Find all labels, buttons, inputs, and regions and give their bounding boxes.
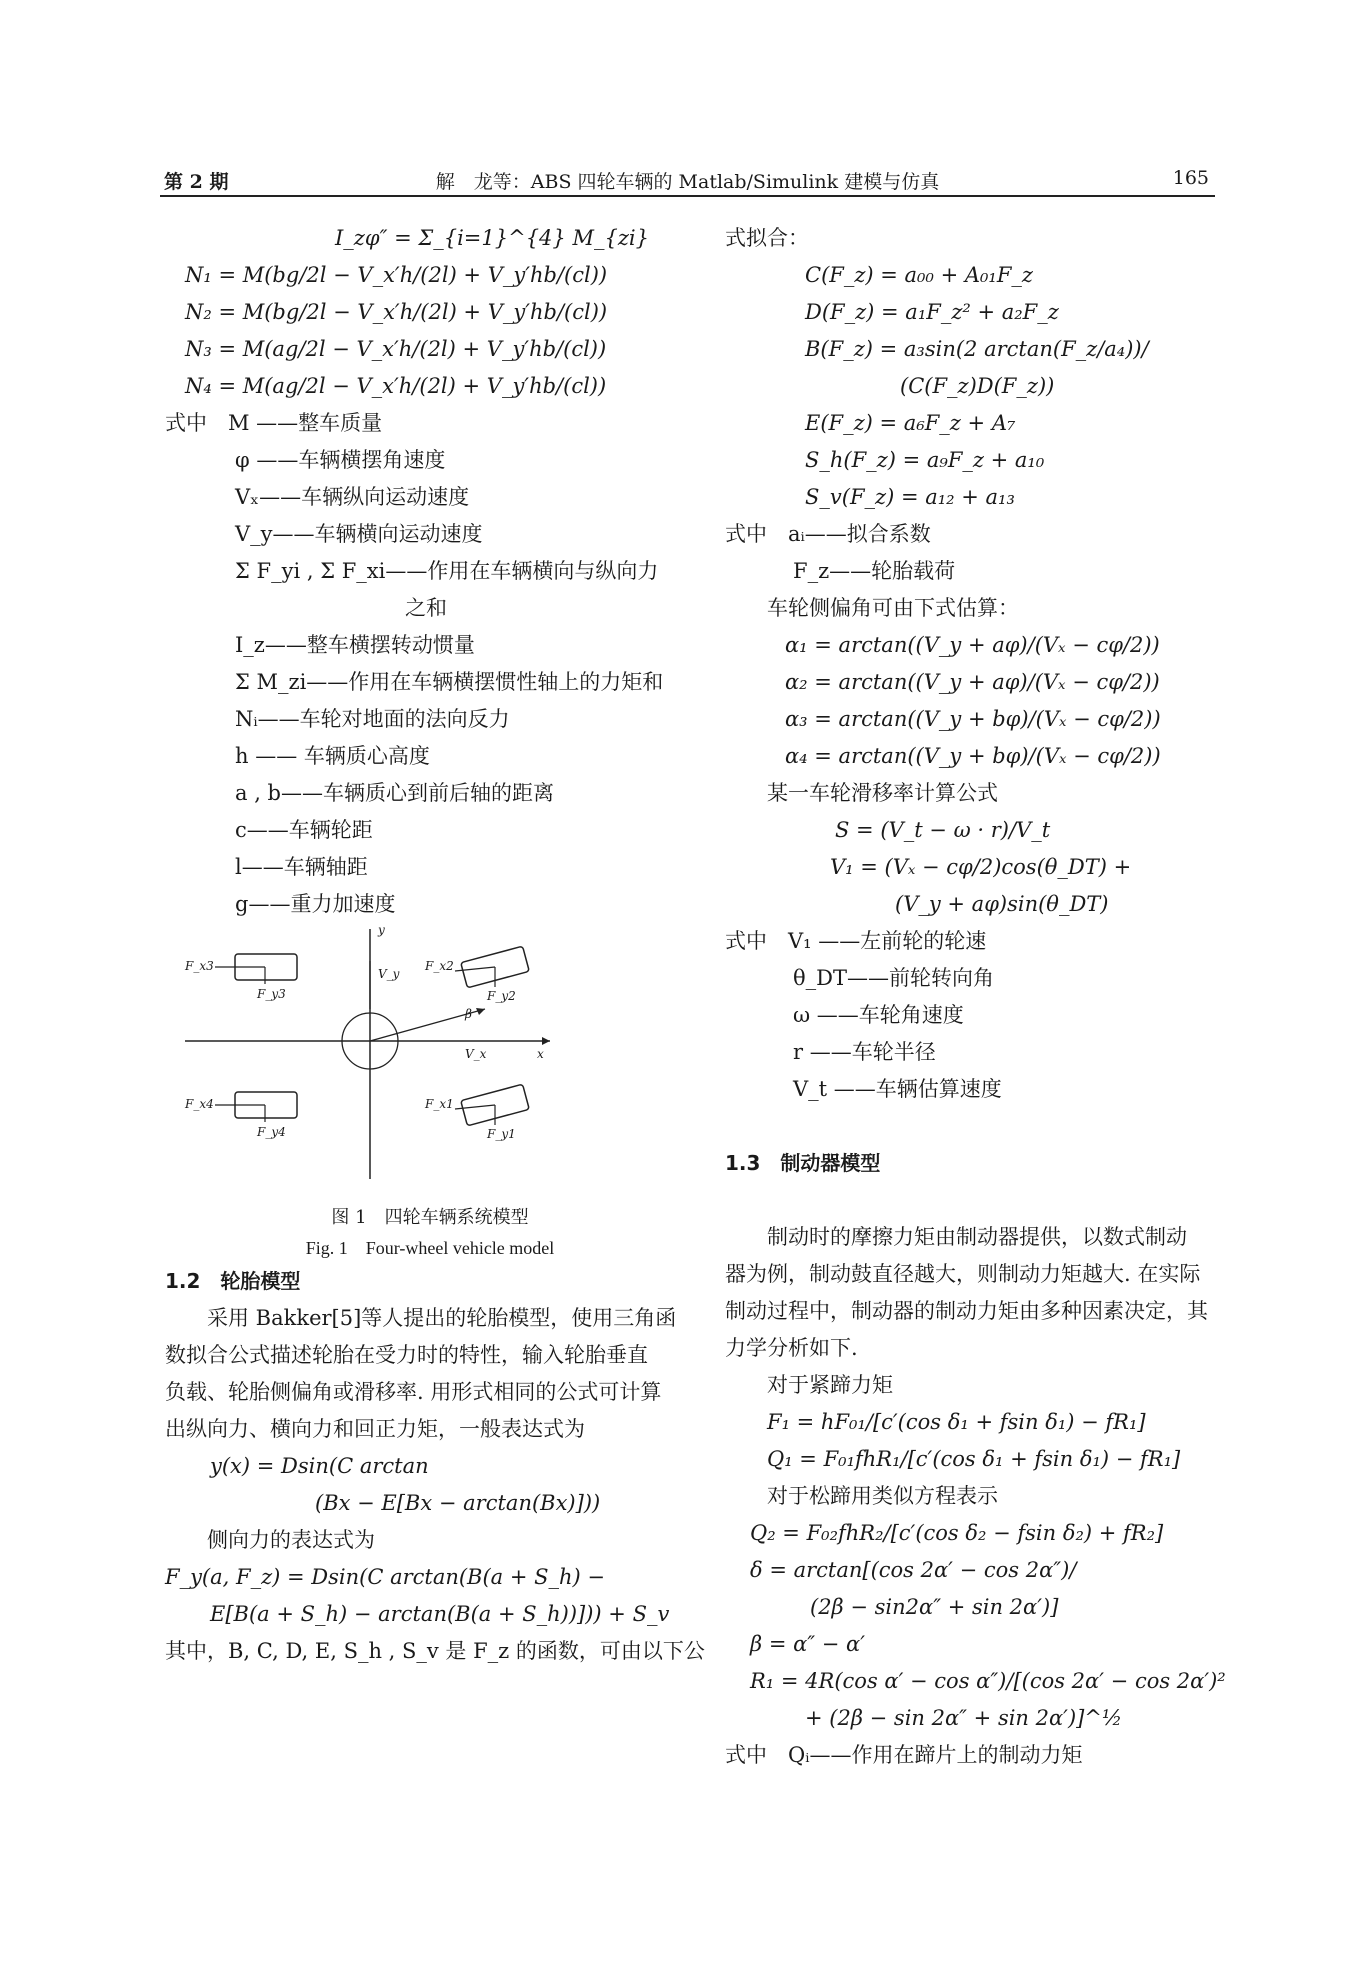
text-line: + (2β − sin 2α″ + sin 2α′)]^½: [805, 1706, 1123, 1730]
text-line: 式中 M ——整车质量: [165, 411, 383, 435]
text-line: [725, 1108, 1230, 1145]
fy2-label: F_y2: [487, 989, 516, 1003]
text-line: N₁ = M(bg/2l − V_x′h/(2l) + V_y′hb/(cl)): [185, 263, 608, 287]
text-line: 负载、轮胎侧偏角或滑移率. 用形式相同的公式可计算: [165, 1380, 662, 1404]
issue-label: 第 2 期: [164, 171, 229, 193]
left-text-block: [165, 220, 695, 923]
figure-caption-en: Fig. 1 Four-wheel vehicle model: [305, 1238, 555, 1258]
left-text-block-2: [165, 1263, 705, 1670]
left-column: [165, 220, 705, 1670]
text-line: R₁ = 4R(cos α′ − cos α″)/[(cos 2α′ − cos 2α′)²: [750, 1669, 1226, 1693]
running-title: 解 龙等：ABS 四轮车辆的 Matlab/Simulink 建模与仿真: [435, 171, 940, 193]
text-line: N₄ = M(ag/2l − V_x′h/(2l) + V_y′hb/(cl)): [185, 374, 607, 398]
text-line: 对于松蹄用类似方程表示: [767, 1484, 998, 1508]
text-line: h —— 车辆质心高度: [235, 744, 430, 768]
text-line: α₃ = arctan((V_y + bφ)/(Vₓ − cφ/2)): [785, 707, 1161, 731]
text-line: 数拟合公式描述轮胎在受力时的特性，输入轮胎垂直: [165, 1343, 648, 1367]
text-line: D(F_z) = a₁F_z² + a₂F_z: [805, 300, 1059, 324]
text-line: E[B(a + S_h) − arctan(B(a + S_h))])) + S_v: [210, 1602, 670, 1626]
right-text-block: [725, 220, 1230, 1774]
text-line: 式拟合：: [725, 226, 809, 250]
fy1-label: F_y1: [487, 1127, 516, 1141]
text-line: 1.3 制动器模型: [725, 1151, 881, 1175]
text-line: a , b——车辆质心到前后轴的距离: [235, 781, 554, 805]
text-line: S_v(F_z) = a₁₂ + a₁₃: [805, 485, 1015, 509]
text-line: α₁ = arctan((V_y + aφ)/(Vₓ − cφ/2)): [785, 633, 1160, 657]
page-number: 165: [1172, 167, 1209, 189]
text-line: S = (V_t − ω · r)/V_t: [835, 818, 1051, 842]
text-line: Vₓ——车辆纵向运动速度: [235, 485, 470, 509]
right-column: [725, 220, 1230, 1774]
text-line: 侧向力的表达式为: [207, 1528, 375, 1552]
fx3-label: F_x3: [185, 959, 214, 973]
text-line: φ ——车辆横摆角速度: [235, 448, 446, 472]
fy3-label: F_y3: [257, 987, 286, 1001]
text-line: c——车辆轮距: [235, 818, 373, 842]
text-line: S_h(F_z) = a₉F_z + a₁₀: [805, 448, 1045, 472]
text-line: β = α″ − α′: [750, 1632, 866, 1656]
vx-label: V_x: [465, 1047, 487, 1061]
fx1-arrow: [455, 1105, 495, 1109]
text-line: (Bx − E[Bx − arctan(Bx)])): [315, 1491, 601, 1515]
text-line: 某一车轮滑移率计算公式: [767, 781, 998, 805]
y-axis-label: y: [378, 923, 385, 937]
text-line: Q₂ = F₀₂fhR₂/[c′(cos δ₂ − fsin δ₂) + fR₂]: [750, 1521, 1164, 1545]
text-line: I_z——整车横摆转动惯量: [235, 633, 475, 657]
x-axis-label: x: [537, 1047, 544, 1061]
text-line: (V_y + aφ)sin(θ_DT): [895, 892, 1109, 916]
text-line: α₂ = arctan((V_y + aφ)/(Vₓ − cφ/2)): [785, 670, 1160, 694]
text-line: 出纵向力、横向力和回正力矩，一般表达式为: [165, 1417, 585, 1441]
text-line: 车轮侧偏角可由下式估算：: [767, 596, 1019, 620]
text-line: ω ——车轮角速度: [793, 1003, 964, 1027]
text-line: 采用 Bakker[5]等人提出的轮胎模型，使用三角函: [207, 1306, 677, 1330]
text-line: α₄ = arctan((V_y + bφ)/(Vₓ − cφ/2)): [785, 744, 1161, 768]
text-line: 式中 V₁ ——左前轮的轮速: [725, 929, 987, 953]
text-line: Q₁ = F₀₁fhR₁/[c′(cos δ₁ + fsin δ₁) − fR₁]: [767, 1447, 1181, 1471]
text-line: 式中 Qᵢ——作用在蹄片上的制动力矩: [725, 1743, 1083, 1767]
fx2-label: F_x2: [425, 959, 454, 973]
text-line: δ = arctan[(cos 2α′ − cos 2α″)/: [750, 1558, 1077, 1582]
text-line: 对于紧蹄力矩: [767, 1373, 893, 1397]
text-line: y(x) = Dsin(C arctan: [210, 1454, 429, 1478]
text-line: V₁ = (Vₓ − cφ/2)cos(θ_DT) +: [830, 855, 1132, 879]
text-line: F₁ = hF₀₁/[c′(cos δ₁ + fsin δ₁) − fR₁]: [767, 1410, 1146, 1434]
text-line: [725, 1182, 1230, 1219]
text-line: F_z——轮胎载荷: [793, 559, 956, 583]
figure-1: [165, 923, 695, 1199]
text-line: 制动时的摩擦力矩由制动器提供，以数式制动: [767, 1225, 1187, 1249]
text-line: V_y——车辆横向运动速度: [235, 522, 483, 546]
text-line: (C(F_z)D(F_z)): [900, 374, 1055, 398]
fx4-label: F_x4: [185, 1097, 214, 1111]
text-line: (2β − sin2α″ + sin 2α′)]: [810, 1595, 1059, 1619]
text-line: F_y(a, F_z) = Dsin(C arctan(B(a + S_h) −: [165, 1565, 606, 1589]
text-line: C(F_z) = a₀₀ + A₀₁F_z: [805, 263, 1033, 287]
text-line: 式中 aᵢ——拟合系数: [725, 522, 931, 546]
text-line: Σ F_yi , Σ F_xi——作用在车辆横向与纵向力: [235, 559, 659, 583]
text-line: g——重力加速度: [235, 892, 396, 916]
figure-caption-cn: 图 1 四轮车辆系统模型: [331, 1207, 529, 1228]
text-line: Σ M_zi——作用在车辆横摆惯性轴上的力矩和: [235, 670, 664, 694]
text-line: V_t ——车辆估算速度: [793, 1077, 1002, 1101]
text-line: 1.2 轮胎模型: [165, 1269, 301, 1293]
text-line: 制动过程中，制动器的制动力矩由多种因素决定，其: [725, 1299, 1208, 1323]
text-line: 力学分析如下.: [725, 1336, 858, 1360]
text-line: N₂ = M(bg/2l − V_x′h/(2l) + V_y′hb/(cl)): [185, 300, 608, 324]
text-line: 其中，B, C, D, E, S_h , S_v 是 F_z 的函数，可由以下公: [165, 1639, 705, 1663]
fx1-label: F_x1: [425, 1097, 454, 1111]
text-line: N₃ = M(ag/2l − V_x′h/(2l) + V_y′hb/(cl)): [185, 337, 607, 361]
text-line: B(F_z) = a₃sin(2 arctan(F_z/a₄))/: [805, 337, 1149, 361]
text-line: l——车辆轴距: [235, 855, 368, 879]
text-line: r ——车轮半径: [793, 1040, 936, 1064]
text-line: 器为例，制动鼓直径越大，则制动力矩越大. 在实际: [725, 1262, 1201, 1286]
text-line: Nᵢ——车轮对地面的法向反力: [235, 707, 510, 731]
text-line: θ_DT——前轮转向角: [793, 966, 994, 990]
text-line: 之和: [405, 596, 447, 620]
x-axis-arrow: [542, 1037, 550, 1045]
fy4-label: F_y4: [257, 1125, 286, 1139]
fx2-arrow: [455, 967, 495, 971]
text-line: E(F_z) = a₆F_z + A₇: [805, 411, 1016, 435]
beta-label: β: [465, 1007, 472, 1021]
vy-label: V_y: [378, 967, 400, 981]
running-header: [160, 165, 1215, 197]
text-line: I_zφ″ = Σ_{i=1}^{4} M_{zi}: [335, 226, 649, 250]
